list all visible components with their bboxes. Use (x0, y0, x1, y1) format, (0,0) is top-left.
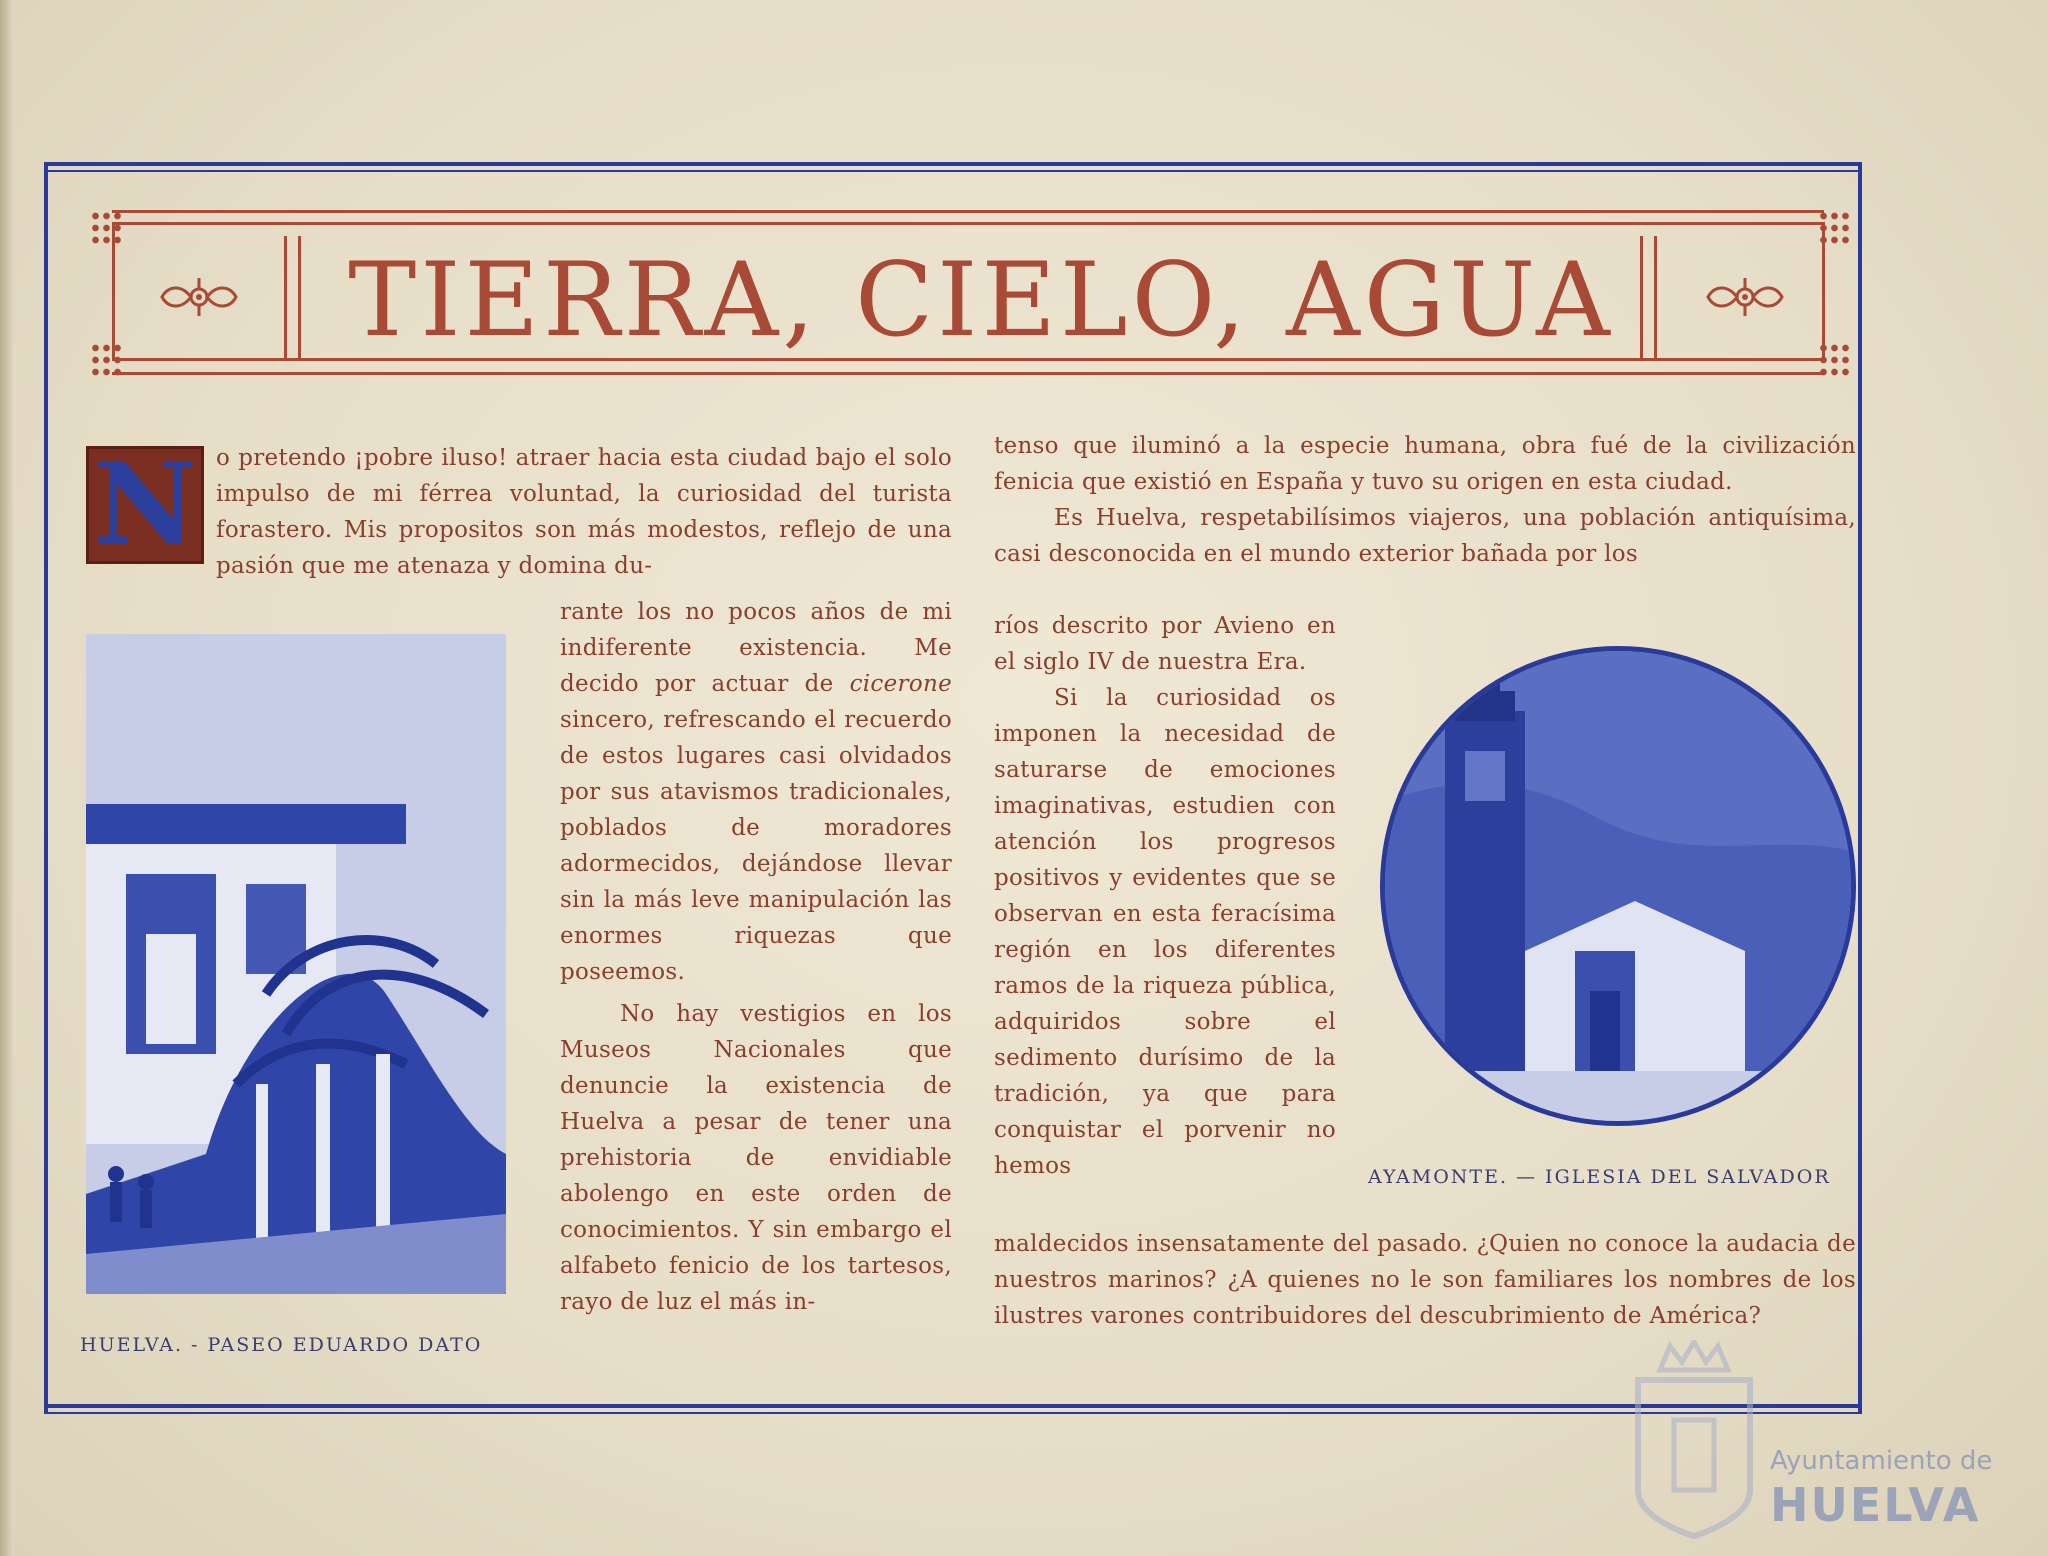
photo-paseo-eduardo-dato (86, 634, 506, 1294)
right-text-1: tenso que iluminó a la especie humana, obra fué de la civilización fenicia que existió en España y tuvo su origen en esta ciudad. (994, 433, 1856, 495)
right-column-top (994, 428, 1856, 572)
watermark-line-1: Ayuntamiento de (1770, 1446, 1993, 1476)
header-rule-top-outer (112, 210, 1824, 213)
header-corner-dots-br (1818, 342, 1852, 378)
page-title: TIERRA, CIELO, AGUA (348, 241, 1614, 360)
dropcap-letter: N (93, 439, 197, 570)
left-narrow-paragraph-2: No hay vestigios en los Museos Nacionales que denuncie la existencia de Huelva a pesar de tener una prehistoria de envidiable abolengo en este orden de conocimientos. Y sin embargo el alfabeto fenicio de los tartesos, rayo de luz el más in- (560, 1001, 952, 1315)
header-rule-right-inner-2 (1654, 236, 1657, 360)
frame-right-border (1858, 162, 1862, 1414)
left-narrow-text-2: sincero, refrescando el recuerdo de estos lugares casi olvidados por sus atavismos tradicionales, poblados de moradores adormecidos, dejándose llevar sin la más leve manipulación las enormes riquezas que poseemos. (560, 707, 952, 985)
page-edge (0, 0, 14, 1556)
frame-left-border (44, 162, 48, 1414)
photo-iglesia-del-salvador (1380, 646, 1856, 1126)
header-rule-left-inner (284, 236, 287, 360)
dropcap-illuminated (86, 439, 204, 570)
right-narrow-text-1: ríos descrito por Avieno en el siglo IV de nuestra Era. (994, 613, 1336, 675)
header-corner-dots-tr (1818, 210, 1852, 246)
frame-bottom-border (44, 1404, 1862, 1414)
header-rule-left-inner-2 (298, 236, 301, 360)
intro-text: o pretendo ¡pobre iluso! atraer hacia esta ciudad bajo el solo impulso de mi férrea voluntad, la curiosidad del turista forastero. Mis propositos son más modestos, reflejo de una pasión que me atenaza y domina du- (216, 445, 952, 579)
left-narrow-column (560, 594, 952, 1320)
left-narrow-text-1: rante los no pocos años de mi indiferente existencia. Me decido por actuar de (560, 599, 952, 697)
intro-paragraph (86, 440, 952, 584)
word-cicerone: cicerone (849, 671, 952, 697)
right-narrow-text-2: Si la curiosidad os imponen la necesidad de saturarse de emociones imaginativas, estudien con atención los progresos positivos y evidentes que se observan en esta feracísima región en los diferentes ramos de la riqueza pública, adquiridos sobre el sedimento durísimo de la tradición, ya que para conquistar el porvenir no hemos (994, 685, 1336, 1179)
header-rule-top-inner (112, 222, 1824, 225)
right-narrow-column (994, 608, 1336, 1184)
header-ornament-left-icon (156, 274, 242, 320)
right-text-2: Es Huelva, respetabilísimos viajeros, una población antiquísima, casi desconocida en el mundo exterior bañada por los (994, 505, 1856, 567)
frame-top-border (44, 162, 1862, 172)
header-corner-dots-tl (90, 210, 124, 246)
caption-paseo-eduardo-dato: HUELVA. - PASEO EDUARDO DATO (80, 1334, 483, 1356)
header-ornament-right-icon (1702, 274, 1788, 320)
right-text-bottom: maldecidos insensatamente del pasado. ¿Quien no conoce la audacia de nuestros marinos? ¿A quienes no le son familiares los nombres de los ilustres varones contribuidores del descubrimiento de América? (994, 1231, 1856, 1329)
header-corner-dots-bl (90, 342, 124, 378)
watermark-line-2: HUELVA (1770, 1478, 1981, 1532)
caption-iglesia-del-salvador: AYAMONTE. — IGLESIA DEL SALVADOR (1368, 1166, 1831, 1188)
header-rule-bottom-outer (112, 372, 1824, 375)
right-column-bottom (994, 1226, 1856, 1334)
